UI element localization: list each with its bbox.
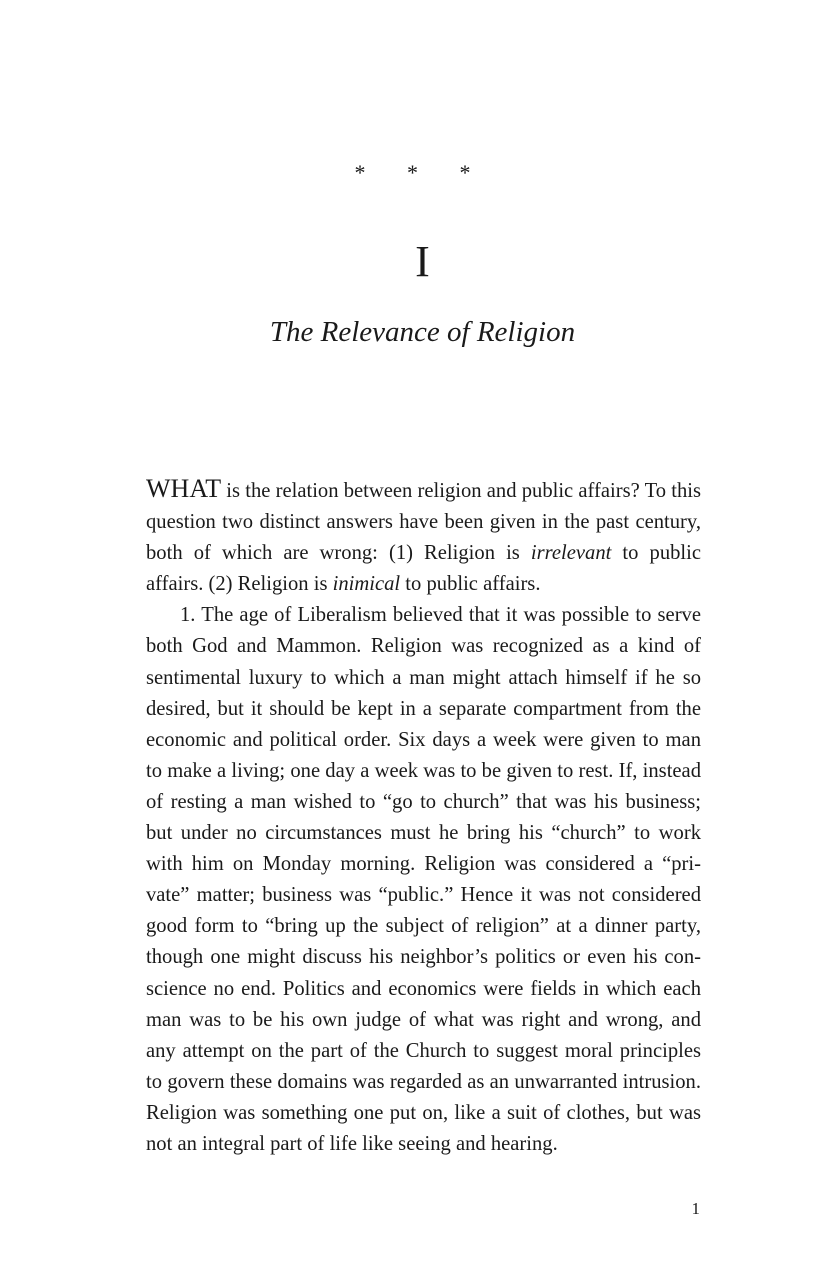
- emphasis-irrelevant: irrelevant: [530, 542, 612, 565]
- page-number: 1: [691, 1199, 700, 1218]
- paragraph-1-text-c: to public affairs.: [400, 573, 541, 596]
- emphasis-inimical: inimical: [332, 573, 401, 596]
- paragraph-2: 1. The age of Liberalism believed that it was possible to serve both God and Mammon. Religion was recognized as a kind of sentimental luxury to which a man might attach himself if he so desired, but it should be kept in a separate compartment from the economic and political order. Six days a week were given to man to make a living; one day a week was to be given to rest. If, instead of resting a man wished to “go to church” that was his business; but under no circumstances must he bring his “church” to work with him on Monday morning. Religion was considered a “private” matter; business was “public.” Hence it was not considered good form to “bring up the subject of religion” at a dinner party, though one might discuss his neighbor’s politics or even his conscience no end. Politics and economics were fields in which each man was to be his own judge of what was right and wrong, and any attempt on the part of the Church to suggest moral principles to govern these domains was regarded as an unwarranted intrusion. Religion was something one put on, like a suit of clothes, but was not an integral part of life like seeing and hearing.: [146, 604, 701, 1155]
- lead-word: WHAT: [146, 474, 222, 503]
- chapter-number: I: [415, 237, 430, 286]
- paragraph-1-text-b: to public affairs. (2) Religion is: [146, 542, 701, 596]
- chapter-title: The Relevance of Religion: [269, 316, 576, 348]
- chapter-body: [146, 473, 701, 1160]
- section-ornament: * * *: [354, 160, 489, 185]
- paragraph-1-text-a: is the relation between religion and public affairs? To this question two distinct answers have been given in the past century, both of which are wrong: (1) Religion is: [146, 480, 701, 565]
- paragraph-1: [146, 473, 701, 600]
